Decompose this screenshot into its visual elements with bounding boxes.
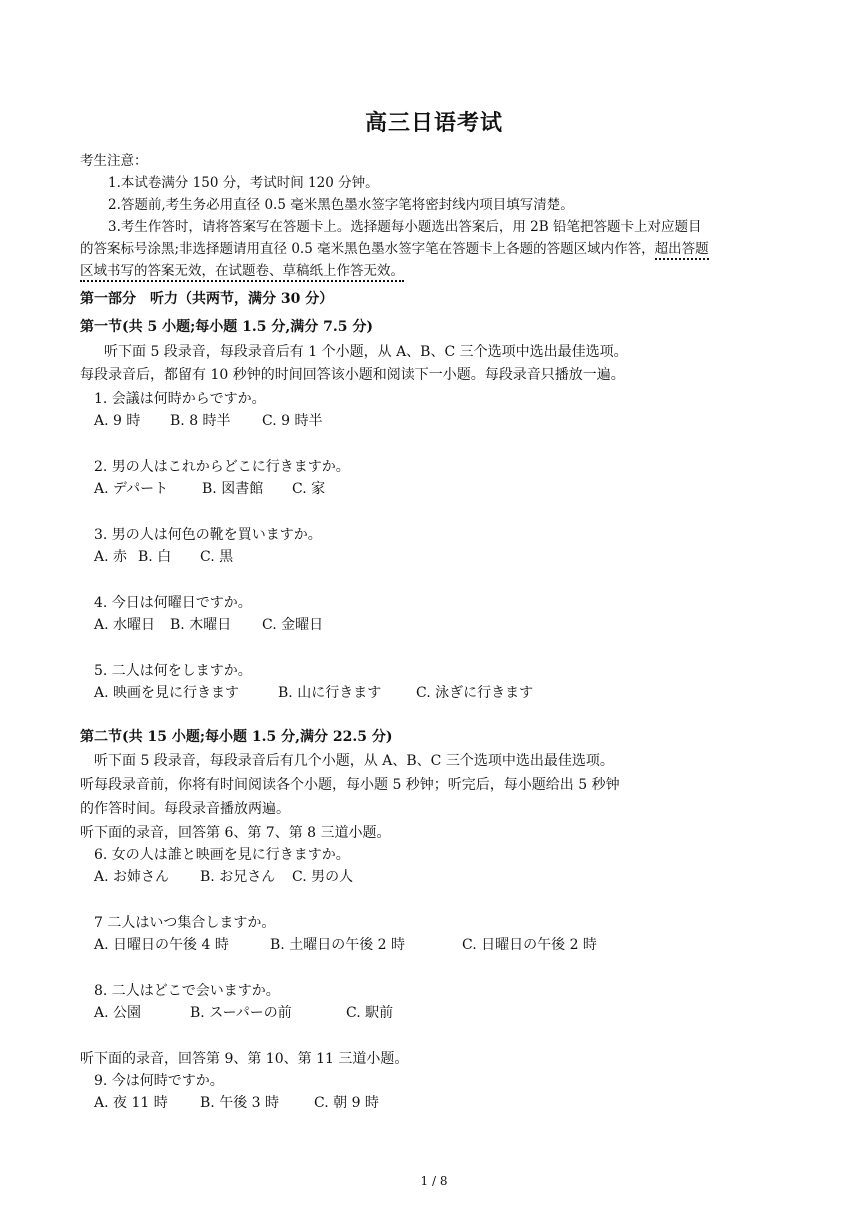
group-2-instruction: 听下面的录音，回答第 9、第 10、第 11 三道小题。 (80, 1051, 409, 1067)
group-1-instruction: 听下面的录音，回答第 6、第 7、第 8 三道小题。 (80, 825, 391, 841)
q2-option-c: C. 家 (292, 481, 326, 497)
notice-line-5 (80, 262, 404, 280)
q5-option-a: A. 映画を見に行きます (94, 685, 240, 701)
q4-option-b: B. 木曜日 (170, 617, 232, 633)
question-9: 9. 今は何時ですか。 (94, 1073, 224, 1089)
notice-heading: 考生注意： (80, 153, 148, 169)
q4-option-a: A. 水曜日 (94, 617, 156, 633)
section-1-instruction-1: 听下面 5 段录音，每段录音后有 1 个小题，从 A、B、C 三个选项中选出最佳选项。 (104, 344, 628, 360)
q3-option-b: B. 白 (138, 549, 172, 565)
q8-option-c: C. 駅前 (346, 1005, 394, 1021)
page-number: 1 / 8 (420, 1174, 448, 1188)
section-1-instruction-2: 每段录音后，都留有 10 秒钟的时间回答该小题和阅读下一小题。每段录音只播放一遍。 (80, 367, 625, 383)
q4-option-c: C. 金曜日 (262, 617, 324, 633)
q6-option-c: C. 男の人 (292, 869, 354, 885)
q1-option-b: B. 8 時半 (170, 413, 231, 429)
question-3: 3. 男の人は何色の靴を買いますか。 (94, 527, 322, 543)
notice-emphasis: 超出答题 (655, 241, 709, 260)
section-2-instruction-1: 听下面 5 段录音，每段录音后有几个小题，从 A、B、C 三个选项中选出最佳选项。 (94, 753, 614, 769)
question-6: 6. 女の人は誰と映画を見に行きますか。 (94, 847, 350, 863)
q9-option-b: B. 午後 3 時 (200, 1095, 279, 1111)
q9-option-c: C. 朝 9 時 (314, 1095, 379, 1111)
section-2-instruction-3: 的作答时间。每段录音播放两遍。 (80, 801, 290, 817)
q1-option-c: C. 9 時半 (262, 413, 323, 429)
notice-line-2: 2.答题前,考生务必用直径 0.5 毫米黑色墨水签字笔将密封线内项目填写清楚。 (108, 197, 574, 213)
q8-option-a: A. 公園 (94, 1005, 142, 1021)
section-1-heading: 第一节(共 5 小题;每小题 1.5 分,满分 7.5 分) (80, 319, 373, 335)
question-4: 4. 今日は何曜日ですか。 (94, 595, 252, 611)
q3-option-c: C. 黒 (200, 549, 234, 565)
section-2-instruction-2: 听每段录音前，你将有时间阅读各个小题，每小题 5 秒钟；听完后，每小题给出 5 秒钟 (80, 777, 620, 793)
q6-option-a: A. お姉さん (94, 869, 170, 885)
question-2: 2. 男の人はこれからどこに行きますか。 (94, 459, 350, 475)
question-8: 8. 二人はどこで会いますか。 (94, 983, 280, 999)
part-1-heading: 第一部分 听力（共两节，满分 30 分） (80, 291, 334, 307)
question-1: 1. 会議は何時からですか。 (94, 391, 266, 407)
question-5: 5. 二人は何をしますか。 (94, 663, 252, 679)
q2-option-a: A. デパート (94, 481, 169, 497)
q7-option-c: C. 日曜日の午後 2 時 (462, 937, 597, 953)
q1-option-a: A. 9 時 (94, 413, 141, 429)
q2-option-b: B. 図書館 (202, 481, 264, 497)
notice-line-4-text: 的答案标号涂黑;非选择题请用直径 0.5 毫米黑色墨水签字笔在答题卡上各题的答题区域内作答， (80, 241, 655, 257)
q7-option-b: B. 土曜日の午後 2 時 (270, 937, 405, 953)
notice-line-4 (80, 240, 709, 258)
q8-option-b: B. スーパーの前 (190, 1005, 292, 1021)
exam-title: 高三日语考试 (364, 111, 503, 136)
q7-option-a: A. 日曜日の午後 4 時 (94, 937, 229, 953)
q5-option-b: B. 山に行きます (278, 685, 382, 701)
section-2-heading: 第二节(共 15 小题;每小题 1.5 分,满分 22.5 分) (80, 729, 393, 745)
q5-option-c: C. 泳ぎに行きます (416, 685, 534, 701)
q6-option-b: B. お兄さん (200, 869, 276, 885)
notice-line-3: 3.考生作答时，请将答案写在答题卡上。选择题每小题选出答案后，用 2B 铅笔把答题卡上对应题目 (108, 219, 702, 235)
q9-option-a: A. 夜 11 時 (94, 1095, 168, 1111)
notice-emphasis-2: 区域书写的答案无效，在试题卷、草稿纸上作答无效。 (80, 263, 404, 282)
notice-line-1: 1.本试卷满分 150 分，考试时间 120 分钟。 (108, 175, 379, 191)
q3-option-a: A. 赤 (94, 549, 128, 565)
question-7: 7 二人はいつ集合しますか。 (94, 915, 276, 931)
